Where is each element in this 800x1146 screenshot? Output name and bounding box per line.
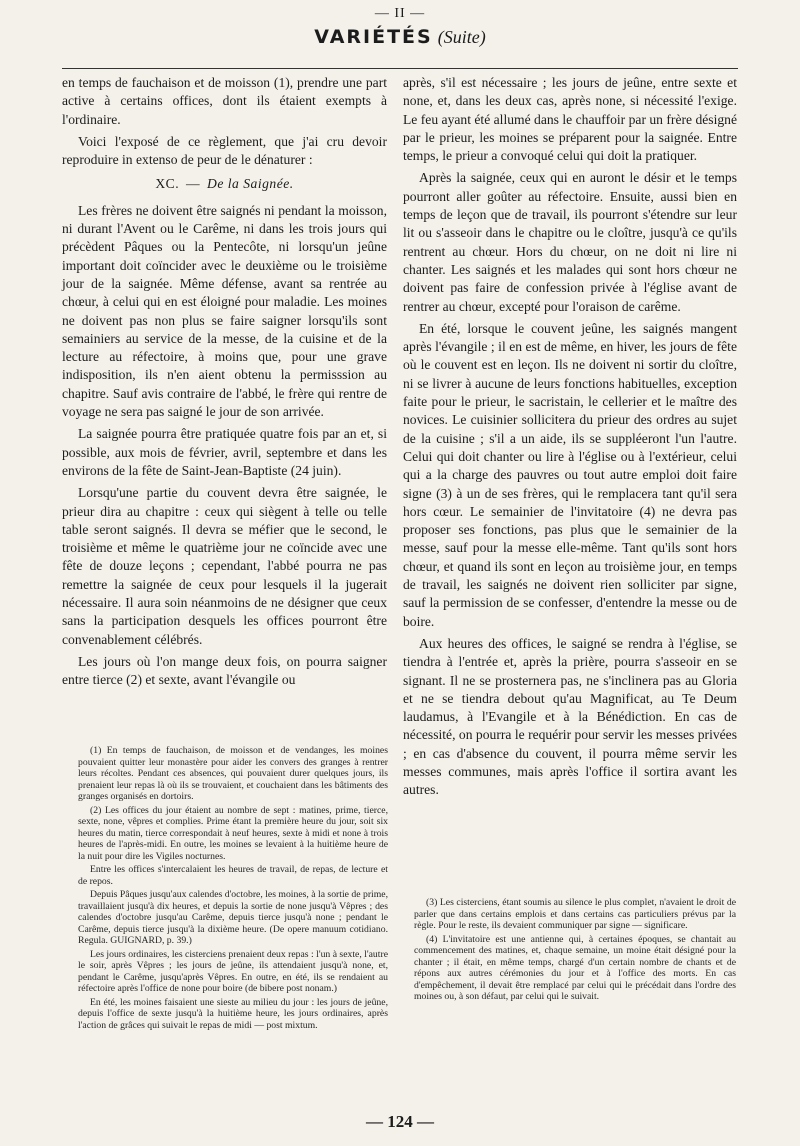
footnotes-left [78, 745, 388, 1033]
left-column [62, 74, 387, 694]
footnote: (1) En temps de fauchaison, de moisson et de vendanges, les moines pouvaient quitter leur monastère pour aider les convers des granges à rentrer leurs récoltes. Pendant ces absences, qui pouvaient durer quelques jours, ils prenaient leur repas là où ils se trouvaient, et couchaient dans les bâtiments des granges organisés en dortoirs. [78, 745, 388, 802]
page-title: VARIÉTÉS [314, 26, 433, 48]
paragraph: Après la saignée, ceux qui en auront le désir et le temps pourront aller goûter au réfectoire. Ensuite, aussi bien en temps de leçon que de travail, ils pourront s'étendre sur leur lit ou s'asseoir dans le chapitre ou le cloître, jusqu'à ce qu'ils rentrent au chœur. Hors du chœur, on ne doit ni lire ni chanter. Les saignés et les malades qui sont hors chœur ne doivent pas faire de confession privée à l'église avant de rentrer au chœur, excepté pour l'oraison de carême. [403, 170, 737, 314]
header-page-number: — II — [374, 6, 426, 21]
paragraph: La saignée pourra être pratiquée quatre fois par an et, si possible, aux mois de février, avril, septembre et dans les environs de la fête de Saint-Jean-Baptiste (24 juin). [62, 426, 387, 478]
section-number: XC. [155, 176, 180, 192]
footnote: En été, les moines faisaient une sieste au milieu du jour : les jours de jeûne, depuis l'office de sexte jusqu'à la huitième heure, les jours ordinaires, après l'action de grâces qui suivait le repas de midi — post mixtum. [78, 996, 388, 1031]
footnote: Entre les offices s'intercalaient les heures de travail, de repas, de lecture et de repos. [78, 864, 388, 887]
title-line [0, 24, 800, 51]
paragraph: après, s'il est nécessaire ; les jours de jeûne, entre sexte et none, et, dans les deux cas, après none, si nécessité l'exige. Le feu ayant été allumé dans le chauffoir par un frère désigné par le prieur, les moines se préparent pour la saignée. Entre temps, le prieur a convoqué celui qui doit la pratiquer. [403, 75, 737, 164]
footnote: Les jours ordinaires, les cisterciens prenaient deux repas : l'un à sexte, l'autre le soir, après Vêpres ; les jours de jeûne, ils attendaient jusqu'à none, et, pendant le Carême, jusqu'après Vêpres. En outre, en été, ils se rendaient au réfectoire après l'office de none pour boire (de bibere post nonam.) [78, 948, 388, 994]
paragraph: en temps de fauchaison et de moisson (1), prendre une part active à certains offices, dont ils étaient exempts à l'ordinaire. [62, 75, 387, 127]
paragraph: Lorsqu'une partie du couvent devra être saignée, le prieur dira au chapitre : ceux qui siègent à telle ou telle table seront saignés. Il devra se méfier que le second, le troisième et même le quatrième jour ne coïncide avec une fête de douze leçons ; cependant, l'abbé pourra ne pas remettre la saignée de ceux pour lesquels il la jugerait nécessaire. Il aura soin néanmoins de ne désigner que ceux sans la participation desquels les offices pourront être convenablement célébrés. [62, 485, 387, 647]
footnote: Depuis Pâques jusqu'aux calendes d'octobre, les moines, à la sortie de prime, travaillaient jusqu'à dix heures, et depuis la sortie de none jusqu'à Vêpres ; des calendes d'octobre jusqu'au Carême, depuis tierce jusqu'à none ; pendant le Carême, depuis tierce jusqu'à la dixième heure. (De opere manuum cotidiano. Regula. GUIGNARD, p. 39.) [78, 889, 388, 946]
section-heading [62, 175, 387, 193]
page-folio: — 124 — [366, 1112, 434, 1131]
paragraph: Les jours où l'on mange deux fois, on pourra saigner entre tierce (2) et sexte, avant l'évangile ou [62, 653, 387, 688]
page-subtitle: (Suite) [437, 27, 486, 47]
right-column [403, 74, 737, 804]
section-title: De la Saignée. [207, 176, 294, 192]
paragraph: Voici l'exposé de ce règlement, que j'ai cru devoir reproduire in extenso de peur de le dénaturer : [62, 133, 387, 168]
footnotes-right [414, 897, 736, 1005]
footnote: (2) Les offices du jour étaient au nombre de sept : matines, prime, tierce, sexte, none, vêpres et complies. Prime étant la première heure du jour, soit six heures du matin, tierce correspondait à neuf heures, sexte à midi et none à trois heures de l'après-midi. En outre, les moines se levaient à la huitième heure de la nuit pour dire les Vigiles nocturnes. [78, 804, 388, 862]
paragraph: En été, lorsque le couvent jeûne, les saignés mangent après l'évangile ; il en est de même, en hiver, les jours de fête où le couvent est en leçon. Ils ne doivent ni sortir du cloître, ni se livrer à aucune de leurs fonctions habituelles, exception faite pour le prieur, le sacristain, le cellerier et le maître des novices. Le cuisinier sollicitera du prieur des ordres au sujet de la cuisine ; s'il a un aide, ils se suppléeront l'un l'autre. Celui qui doit chanter ou lire à l'église ou à l'extérieur, celui qui a la charge des pauvres ou tout autre emploi doit faire signe (3) à un de ses frères, qui le remplacera tant qu'il sera hors cœur. Le semainier de l'invitatoire (4) ne devra pas proposer ses fonctions, pas plus que le semainier de la messe, sauf pour la messe elle-même. Tant qu'ils sont hors chœur, et quand ils sont en leçon au troisième jour, en temps de travail, les saignés ne doivent rien solliciter par signe, sauf la permission de se confesser, d'entendre la messe ou de boire. [403, 320, 737, 629]
page-header [0, 6, 800, 51]
paragraph: Aux heures des offices, le saigné se rendra à l'église, se tiendra à l'entrée et, après la prière, pourra s'asseoir en se signant. Il ne se prosternera pas, ne s'inclinera pas au Gloria et ne se tiendra debout qu'au Magnificat, au Te Deum laudamus, à l'Evangile et à la Bénédiction. En cas de nécessité, on pourra le requérir pour servir les messes privées ; en cas d'absence du couvent, il pourra même servir les messes communes, mais après l'office il sortira avant les autres. [403, 635, 737, 798]
header-rule [62, 68, 738, 69]
footnote: (3) Les cisterciens, étant soumis au silence le plus complet, n'avaient le droit de parler que dans certains emplois et dans certains cas particuliers prévus par la règle. Pour le reste, ils devaient communiquer par signe — significare. [414, 897, 736, 931]
section-dash: — [186, 176, 201, 192]
paragraph: Les frères ne doivent être saignés ni pendant la moisson, ni durant l'Avent ou le Carême, ni dans les trois jours qui précèdent Pâques ou la Pentecôte, ni lorsqu'un jeûne important doit coïncider avec le deuxième ou le troisième jour de la saignée. Même défense, avant sa rentrée au chœur, à celui qui en est éloigné pour maladie. Les moines ne doivent pas non plus se faire saigner lorsqu'ils sont semainiers au service de la messe, de la cuisine et de la lecture au réfectoire, à moins que, pour une grave indisposition, ils n'en aient obtenu la permisssion au chapitre. Sauf avis contraire de l'abbé, le frère qui rentre de voyage ne sera pas saigné le jour de son arrivée. [62, 202, 387, 420]
footnote: (4) L'invitatoire est une antienne qui, à certaines époques, se chantait au commencement des matines, et, chaque semaine, un moine était désigné pour la chanter ; il était, en même temps, chargé d'un certain nombre de chants et de répons aux autres cérémonies du jour et à l'office des morts. En cas d'empêchement, il devait être remplacé par celui qui le précédait dans l'ordre des moines ou, à son défaut, par celui qui le suivait. [414, 933, 736, 1002]
